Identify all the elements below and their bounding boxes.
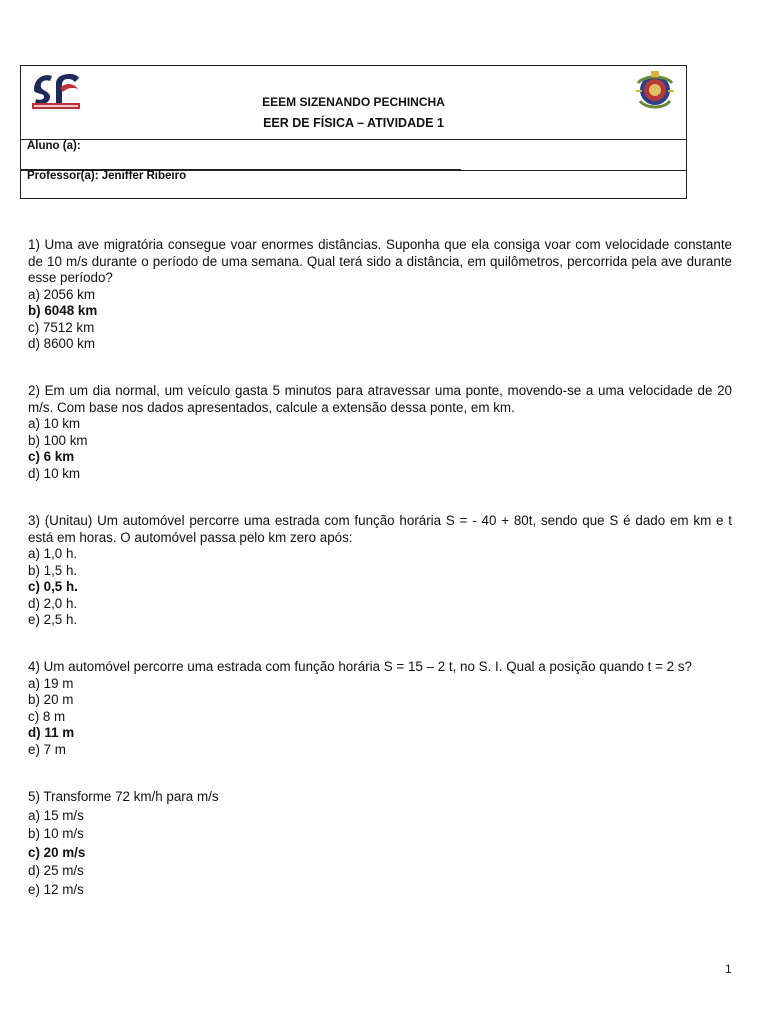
answer-option: a) 1,0 h. xyxy=(28,546,78,561)
question-4 xyxy=(28,659,732,758)
answer-option: c) 8 m xyxy=(28,708,66,724)
answer-option: e) 12 m/s xyxy=(28,881,84,897)
answer-option: d) 10 km xyxy=(28,465,81,481)
answer-option: a) 15 m/s xyxy=(28,807,84,823)
divider xyxy=(21,139,686,140)
answer-option: a) 2056 km xyxy=(28,286,95,302)
question-text: 1) Uma ave migratória consegue voar enormes distâncias. Suponha que ela consiga voar com velocidade constante de 10 m/s durante o período de uma semana. Qual terá sido a distância, em quilômetros, percorrida pela ave durante esse período? xyxy=(28,237,732,285)
activity-title: EER DE FÍSICA – ATIVIDADE 1 xyxy=(263,116,444,130)
answer-option: d) 2,0 h. xyxy=(28,595,78,611)
header-title-cell xyxy=(21,66,686,139)
teacher-label: Professor(a): Jeniffer Ribeiro xyxy=(27,170,187,182)
answer-option-correct: c) 6 km xyxy=(28,449,75,464)
answer-option: b) 1,5 h. xyxy=(28,562,78,578)
school-name: EEEM SIZENANDO PECHINCHA xyxy=(262,95,445,109)
answer-option: d) 8600 km xyxy=(28,336,95,351)
question-text: 4) Um automóvel percorre uma estrada com função horária S = 15 – 2 t, no S. I. Qual a posição quando t = 2 s? xyxy=(28,659,692,674)
question-3 xyxy=(28,513,732,629)
answer-option: e) 7 m xyxy=(28,741,66,757)
answer-option: c) 7512 km xyxy=(28,319,95,335)
question-2 xyxy=(28,383,732,482)
answer-option-correct: d) 11 m xyxy=(28,725,75,740)
page-number: 1 xyxy=(725,962,732,976)
question-text: 5) Transforme 72 km/h para m/s xyxy=(28,789,219,804)
student-name-field: Aluno (a): xyxy=(27,140,81,152)
header-table xyxy=(20,65,687,199)
question-text: 2) Em um dia normal, um veículo gasta 5 minutos para atravessar uma ponte, movendo-se a uma velocidade de 20 m/s. Com base nos dados apresentados, calcule a extensão dessa ponte, em km. xyxy=(28,383,732,415)
answer-option: b) 10 m/s xyxy=(28,826,84,841)
question-text: 3) (Unitau) Um automóvel percorre uma estrada com função horária S = - 40 + 80t, sendo que S é dado em km e t está em horas. O automóvel passa pelo km zero após: xyxy=(28,513,732,545)
question-1 xyxy=(28,237,732,353)
answer-option: b) 20 m xyxy=(28,692,74,707)
answer-option: d) 25 m/s xyxy=(28,863,84,878)
answer-option-correct: c) 20 m/s xyxy=(28,844,86,860)
answer-option: a) 10 km xyxy=(28,416,81,431)
answer-option: b) 100 km xyxy=(28,432,88,448)
question-5 xyxy=(28,788,732,899)
answer-option: e) 2,5 h. xyxy=(28,612,78,627)
answer-option: a) 19 m xyxy=(28,675,74,691)
answer-option-correct: b) 6048 km xyxy=(28,303,98,318)
answer-option-correct: c) 0,5 h. xyxy=(28,579,78,594)
